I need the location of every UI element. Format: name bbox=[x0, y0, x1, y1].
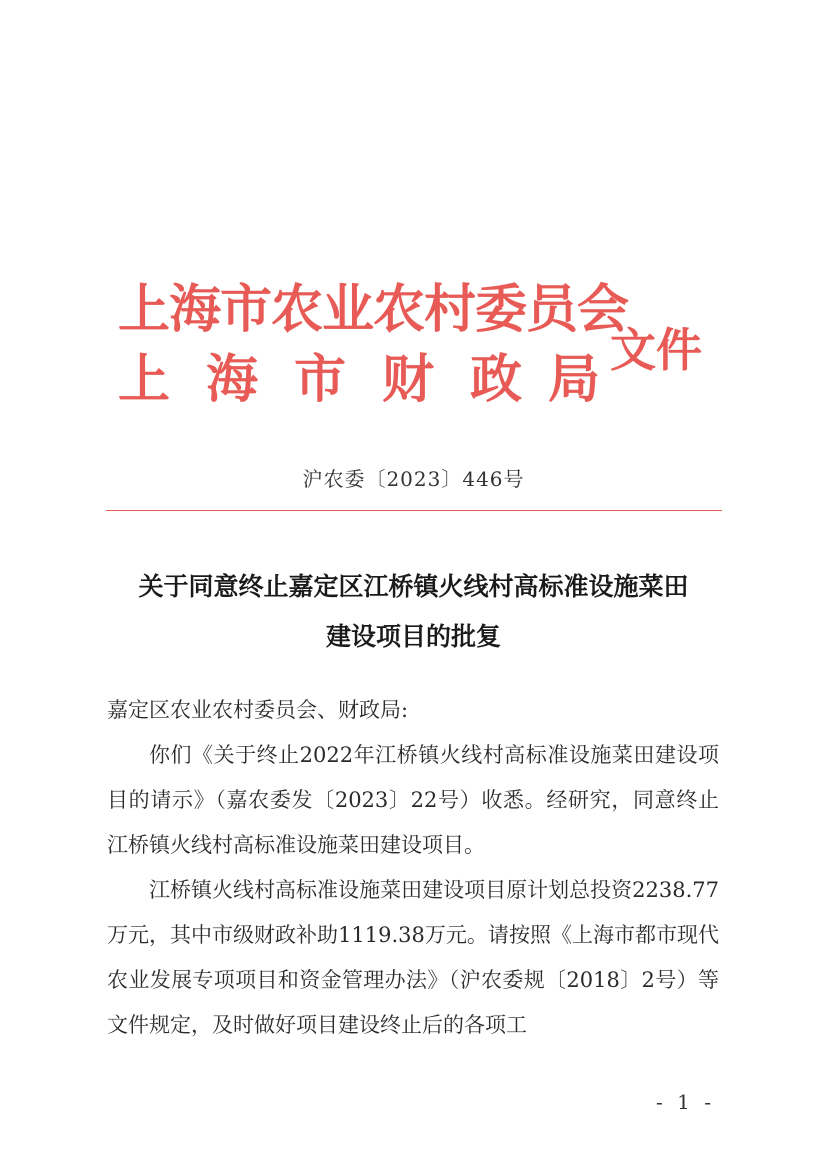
issuer-agriculture-committee: 上海市农业农村委员会 bbox=[118, 279, 629, 340]
issuer-finance-char: 海 bbox=[206, 349, 259, 410]
issuer-finance-char: 市 bbox=[294, 349, 347, 410]
document-body bbox=[107, 688, 719, 1048]
issuer-finance-char: 局 bbox=[548, 349, 601, 410]
document-header bbox=[118, 276, 718, 416]
issuer-finance-char: 上 bbox=[118, 349, 171, 410]
issuer-finance-char: 政 bbox=[470, 349, 523, 410]
title-line-2: 建设项目的批复 bbox=[325, 622, 501, 651]
body-paragraph-2: 江桥镇火线村高标准设施菜田建设项目原计划总投资2238.77万元，其中市级财政补助1119.38万元。请按照《上海市都市现代农业发展专项项目和资金管理办法》（沪农委规〔2018〕2号）等文件规定，及时做好项目建设终止后的各项工 bbox=[107, 878, 719, 1037]
page-number: - 1 - bbox=[656, 1090, 715, 1114]
issuer-finance-char: 财 bbox=[382, 349, 435, 410]
title-line-1: 关于同意终止嘉定区江桥镇火线村高标准设施菜田 bbox=[138, 572, 689, 601]
red-divider bbox=[106, 510, 722, 511]
addressee: 嘉定区农业农村委员会、财政局: bbox=[107, 698, 409, 722]
body-paragraph-1: 你们《关于终止2022年江桥镇火线村高标准设施菜田建设项目的请示》（嘉农委发〔2023〕22号）收悉。经研究，同意终止江桥镇火线村高标准设施菜田建设项目。 bbox=[107, 743, 719, 857]
document-number: 沪农委〔2023〕446号 bbox=[302, 467, 525, 491]
document-title bbox=[0, 562, 827, 662]
doc-type-label: 文件 bbox=[610, 323, 702, 377]
